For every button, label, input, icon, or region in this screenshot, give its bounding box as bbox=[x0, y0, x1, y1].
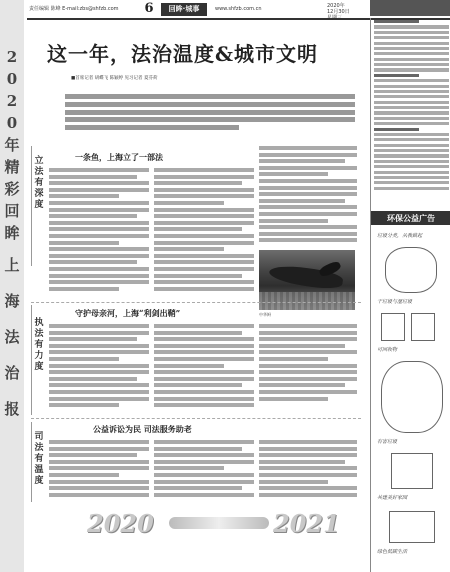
page-number: 6 bbox=[139, 1, 159, 17]
date-block bbox=[327, 3, 350, 21]
vertical-char: 彩 bbox=[4, 180, 20, 198]
vertical-char: 2 bbox=[6, 48, 18, 66]
vertical-char: 2 bbox=[6, 92, 18, 110]
sketch-bin-2 bbox=[411, 313, 435, 341]
year-banner bbox=[87, 505, 357, 543]
vertical-char: 治 bbox=[4, 364, 20, 382]
year-from: 2020 bbox=[87, 509, 154, 538]
column-3c bbox=[259, 440, 357, 504]
vertical-char: 回 bbox=[4, 202, 20, 220]
ad-handwriting-2: 干垃圾与湿垃圾 bbox=[377, 299, 413, 305]
section-label-3 bbox=[33, 432, 45, 487]
sketch-house bbox=[389, 511, 435, 543]
vertical-char: 上 bbox=[4, 256, 20, 274]
sturgeon-photo bbox=[259, 250, 355, 310]
lead-paragraph bbox=[65, 94, 355, 138]
right-column-articles bbox=[374, 20, 449, 200]
sketch-figure bbox=[381, 361, 443, 433]
subhead-1: 一条鱼，上海立了一部法 bbox=[75, 152, 163, 162]
water-ripple bbox=[259, 292, 355, 310]
sketch-bin-1 bbox=[381, 313, 405, 341]
vertical-char: 0 bbox=[6, 114, 18, 132]
section-divider-1 bbox=[31, 302, 361, 303]
section-label-text: 执 法 有 力 度 bbox=[34, 318, 44, 372]
column-3b bbox=[154, 440, 254, 504]
section-badge: 回眸·城事 bbox=[161, 3, 207, 16]
vertical-char: 海 bbox=[4, 292, 20, 310]
section-label-text: 司 法 有 温 度 bbox=[34, 432, 44, 486]
vertical-char: 年 bbox=[4, 136, 20, 154]
column-3a bbox=[49, 440, 149, 504]
sketch-globe bbox=[385, 247, 437, 293]
paper-area bbox=[27, 0, 450, 572]
column-1a bbox=[49, 168, 149, 298]
column-1c bbox=[259, 146, 357, 246]
column-1b bbox=[154, 168, 254, 298]
left-band bbox=[0, 0, 24, 572]
arrow-graphic bbox=[169, 517, 269, 529]
photo-caption: 中华鲟 bbox=[259, 312, 271, 317]
byline: ■首席记者 胡蝶飞 陈颖婷 见习记者 夏芬荷 bbox=[71, 76, 158, 81]
column-2b bbox=[154, 324, 254, 414]
sketch-box bbox=[391, 453, 433, 489]
page-headline: 这一年，法治温度&城市文明 bbox=[47, 42, 319, 66]
column-2a bbox=[49, 324, 149, 414]
ad-handwriting-6: 绿色低碳生活 bbox=[377, 549, 408, 555]
section-label-text: 立 法 有 深 度 bbox=[34, 156, 44, 210]
date-day: 12月30日 bbox=[327, 9, 350, 15]
ad-handwriting-5: 共建美好家园 bbox=[377, 495, 408, 501]
date-weekday: 星期三 bbox=[327, 15, 343, 21]
date-year: 2020年 bbox=[327, 3, 345, 9]
vertical-char: 精 bbox=[4, 158, 20, 176]
year-to: 2021 bbox=[273, 509, 340, 538]
ad-handwriting-1: 垃圾分类，从我做起 bbox=[377, 233, 423, 239]
section-divider-2 bbox=[31, 418, 361, 419]
subhead-3: 公益诉讼为民 司法服务助老 bbox=[93, 424, 192, 434]
right-header-bar bbox=[370, 0, 450, 16]
ad-handwriting-4: 有害垃圾 bbox=[377, 439, 398, 445]
ad-handwriting-3: 可回收物 bbox=[377, 347, 398, 353]
subhead-2: 守护母亲河，上海“利剑出鞘” bbox=[75, 308, 181, 318]
right-column bbox=[370, 18, 450, 572]
vertical-char: 0 bbox=[6, 70, 18, 88]
vertical-char: 法 bbox=[4, 328, 20, 346]
website-line: www.shfzb.com.cn bbox=[215, 6, 262, 12]
vertical-char: 报 bbox=[4, 400, 20, 418]
vertical-char: 眸 bbox=[4, 224, 20, 242]
section-label-2 bbox=[33, 318, 45, 373]
vertical-series-title bbox=[1, 46, 23, 420]
section-label-1 bbox=[33, 156, 45, 211]
ad-illustration bbox=[371, 227, 450, 572]
ad-header: 环保公益广告 bbox=[371, 211, 450, 225]
editor-line: 责任编辑 陈峰 E-mail:zbs@shfzb.com bbox=[29, 6, 119, 12]
column-2c bbox=[259, 324, 357, 414]
